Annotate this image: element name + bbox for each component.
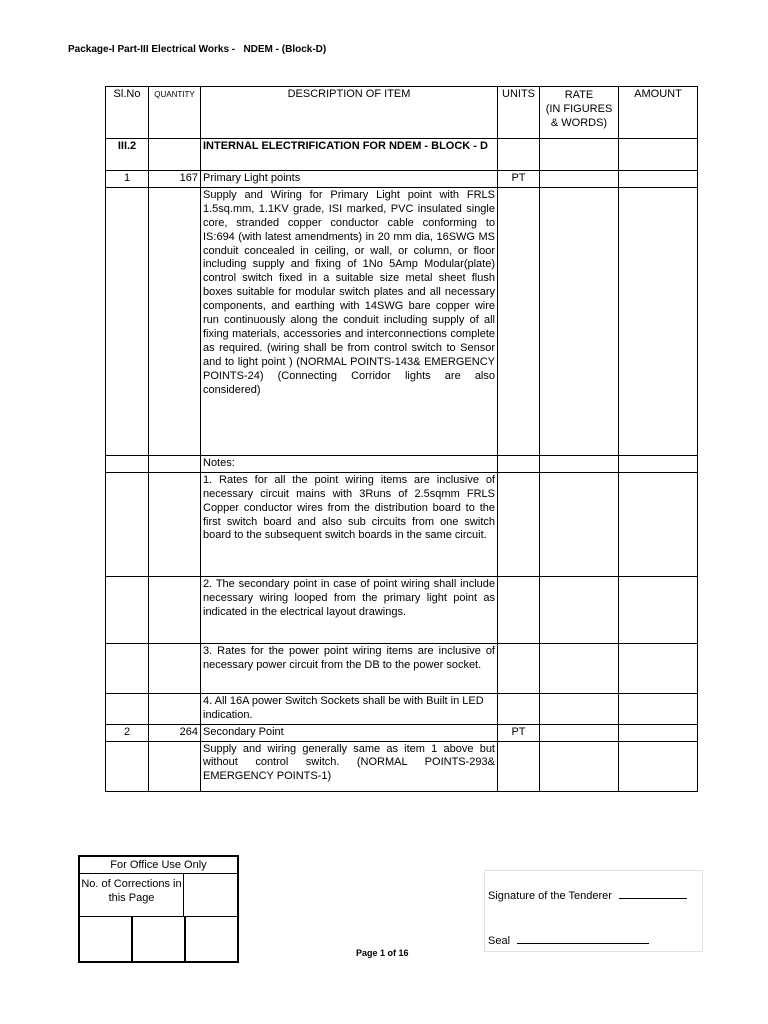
corrections-count-cell [184, 874, 237, 916]
bill-of-quantities-table [105, 86, 698, 792]
seal-line [517, 933, 649, 944]
item-unit: PT [498, 724, 540, 741]
corrections-label: No. of Corrections in this Page [80, 874, 184, 916]
note-row [106, 643, 698, 693]
seal-label: Seal [488, 935, 511, 947]
column-header-amount: AMOUNT [619, 87, 698, 139]
item-row [106, 724, 698, 741]
office-cell [133, 917, 186, 961]
table-header-row [106, 87, 698, 139]
office-cell [80, 917, 133, 961]
column-header-quantity: QUANTITY [149, 87, 201, 139]
note-text: 4. All 16A power Switch Sockets shall be with Built in LED indication. [201, 693, 498, 724]
column-header-rate: RATE (IN FIGURES & WORDS) [540, 87, 619, 139]
signature-line [619, 888, 687, 899]
item-sl: 1 [106, 171, 149, 188]
section-number: III.2 [106, 139, 149, 171]
item-description-row [106, 187, 698, 455]
note-row [106, 693, 698, 724]
note-text: 1. Rates for all the point wiring items are inclusive of necessary circuit mains with 3Runs of 2.5sqmm FRLS Copper conductor wires from the distribution board to the first switch board and also sub circuits from one switch board to the subsequent switch boards in the same circuit. [201, 472, 498, 576]
column-header-description: DESCRIPTION OF ITEM [201, 87, 498, 139]
office-cell [186, 917, 237, 961]
note-row [106, 472, 698, 576]
signature-box [484, 870, 703, 952]
notes-heading-row [106, 455, 698, 472]
section-title: INTERNAL ELECTRIFICATION FOR NDEM - BLOCK - D [201, 139, 498, 171]
tenderer-signature-label: Signature of the Tenderer [488, 890, 612, 902]
column-header-units: UNITS [498, 87, 540, 139]
note-text: 2. The secondary point in case of point wiring shall include necessary wiring looped from the primary light point as indicated in the electrical layout drawings. [201, 576, 498, 643]
document-header: Package-I Part-III Electrical Works - NDEM - (Block-D) [68, 44, 327, 55]
item-title: Primary Light points [201, 171, 498, 188]
item-unit: PT [498, 171, 540, 188]
item-row [106, 171, 698, 188]
item-quantity: 264 [149, 724, 201, 741]
notes-heading: Notes: [201, 455, 498, 472]
note-row [106, 576, 698, 643]
item-quantity: 167 [149, 171, 201, 188]
page-number: Page 1 of 16 [356, 948, 409, 958]
item-description: Supply and wiring generally same as item 1 above but without control switch. (NORMAL POINTS-293& EMERGENCY POINTS-1) [201, 741, 498, 791]
column-header-sl: Sl.No [106, 87, 149, 139]
office-use-title: For Office Use Only [80, 857, 237, 874]
section-row [106, 139, 698, 171]
item-description-row [106, 741, 698, 791]
item-title: Secondary Point [201, 724, 498, 741]
item-sl: 2 [106, 724, 149, 741]
note-text: 3. Rates for the power point wiring items are inclusive of necessary power circuit from the DB to the power socket. [201, 643, 498, 693]
office-use-box [78, 855, 239, 963]
item-description: Supply and Wiring for Primary Light point with FRLS 1.5sq.mm, 1.1KV grade, ISI marked, PVC insulated single core, stranded copper conductor cable conforming to IS:694 (with latest amendments) in 20 mm dia, 16SWG MS conduit concealed in ceiling, or wall, or column, or floor including supply and fixing of 1No 5Amp Modular(plate) control switch fixed in a suitable size metal sheet flush boxes suitable for modular switch plates and all necessary components, and earthing with 14SWG bare copper wire run continuously along the conduit including supply of all fixing materials, accessories and interconnections complete as required. (wiring shall be from control switch to Sensor and to light point ) (NORMAL POINTS-143& EMERGENCY POINTS-24) (Connecting Corridor lights are also considered) [201, 187, 498, 455]
